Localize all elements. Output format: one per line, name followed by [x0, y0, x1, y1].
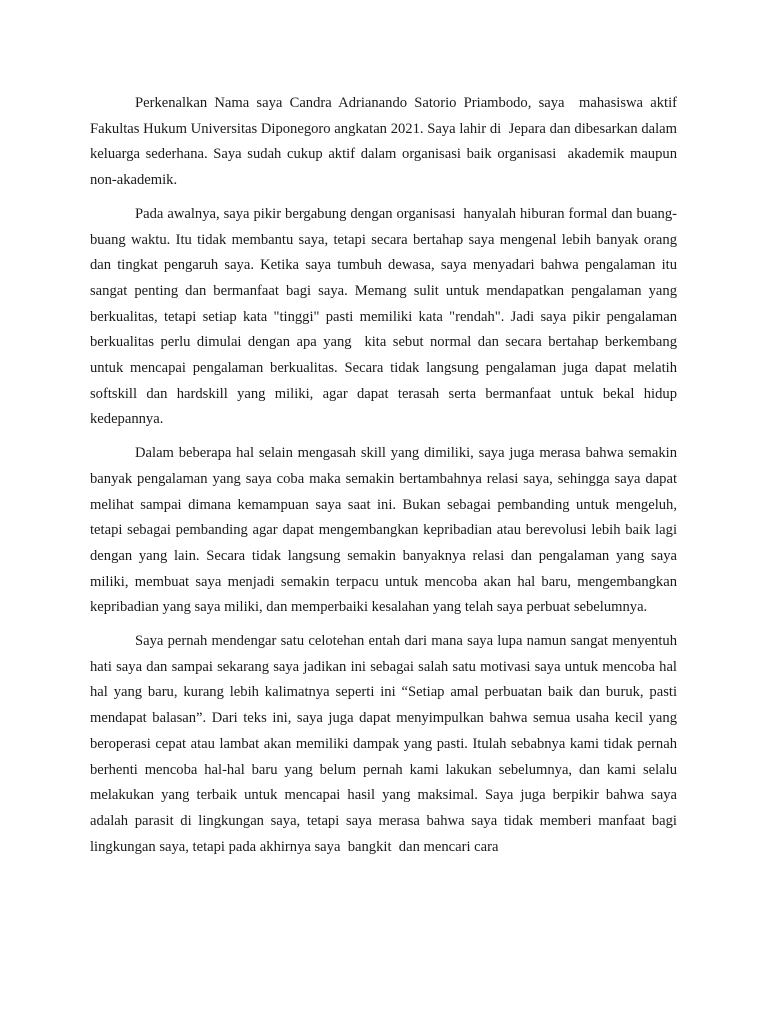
paragraph-relations: Dalam beberapa hal selain mengasah skill yang dimiliki, saya juga merasa bahwa semakin banyak pengalaman yang saya coba maka semakin bertambahnya relasi saya, sehingga saya dapat melihat sampai dimana kemampuan saya saat ini. Bukan sebagai pembanding untuk mengeluh, tetapi sebagai pembanding agar dapat mengembangkan kepribadian atau berevolusi lebih baik lagi dengan yang lain. Secara tidak langsung semakin banyaknya relasi dan pengalaman yang saya miliki, membuat saya menjadi semakin terpacu untuk mencoba akan hal baru, mengembangkan kepribadian yang saya miliki, dan memperbaiki kesalahan yang telah saya perbuat sebelumnya.: [90, 445, 681, 616]
paragraph-motivation: Saya pernah mendengar satu celotehan entah dari mana saya lupa namun sangat menyentuh hati saya dan sampai sekarang saya jadikan ini sebagai salah satu motivasi saya untuk mencoba hal hal yang baru, kurang lebih kalimatnya seperti ini “Setiap amal perbuatan baik dan buruk, pasti mendapat balasan”. Dari teks ini, saya juga dapat menyimpulkan bahwa semua usaha kecil yang beroperasi cepat atau lambat akan memiliki dampak yang pasti. Itulah sebabnya kami tidak pernah berhenti mencoba hal-hal baru yang belum pernah kami lakukan sebelumnya, dan kami selalu melakukan yang terbaik untuk mencapai hasil yang maksimal. Saya juga berpikir bahwa saya adalah parasit di lingkungan saya, tetapi saya merasa bahwa saya tidak memberi manfaat bagi lingkungan saya, tetapi pada akhirnya saya bangkit dan mencari cara: [90, 633, 681, 855]
document-body: [90, 91, 681, 868]
paragraph-organization-experience: Pada awalnya, saya pikir bergabung dengan organisasi hanyalah hiburan formal dan buang-buang waktu. Itu tidak membantu saya, tetapi secara bertahap saya mengenal lebih banyak orang dan tingkat pengaruh saya. Ketika saya tumbuh dewasa, saya menyadari bahwa pengalaman itu sangat penting dan bermanfaat bagi saya. Memang sulit untuk mendapatkan pengalaman yang berkualitas, tetapi setiap kata "tinggi" pasti memiliki kata "rendah". Jadi saya pikir pengalaman berkualitas perlu dimulai dengan apa yang kita sebut normal dan secara bertahap berkembang untuk mencapai pengalaman berkualitas. Secara tidak langsung pengalaman juga dapat melatih softskill dan hardskill yang miliki, agar dapat terasah serta bermanfaat untuk bekal hidup kedepannya.: [90, 205, 681, 428]
paragraph-introduction: Perkenalkan Nama saya Candra Adrianando Satorio Priambodo, saya mahasiswa aktif Fakultas Hukum Universitas Diponegoro angkatan 2021. Saya lahir di Jepara dan dibesarkan dalam keluarga sederhana. Saya sudah cukup aktif dalam organisasi baik organisasi akademik maupun non-akademik.: [90, 95, 681, 189]
